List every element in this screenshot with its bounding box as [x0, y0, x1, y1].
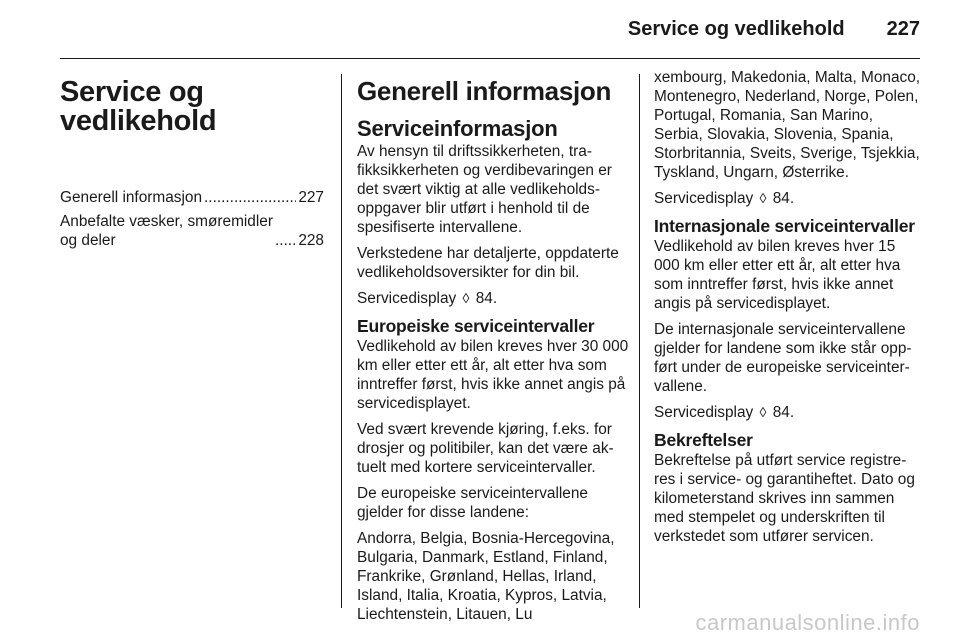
paragraph: Bekreftelse på utført service registreres i service- og garantiheftet. Dato og kilometerstand skrives inn sammen med stempelet og underskriften til verkstedet som utfører servicen. — [654, 452, 915, 545]
paragraph: De internasjonale serviceintervallene gjelder for landene som ikke står oppført under de europeiske serviceintervallene. — [654, 321, 912, 395]
cross-reference[interactable] — [654, 189, 922, 208]
page-reference-icon: ◊ — [759, 190, 767, 206]
paragraph: Av hensyn til driftssikkerheten, trafikksikkerheten og verdibevaringen er det svært viktig at alle vedlikeholdsoppgaver blir utført i henhold til de spesifiserte intervallene. — [357, 143, 612, 236]
page-reference-icon: ◊ — [759, 404, 767, 420]
toc-entry-label: Anbefalte væsker, smøremidler og deler — [60, 213, 273, 249]
toc-entry[interactable] — [60, 188, 324, 207]
toc-entry-page: 228 — [298, 232, 324, 249]
country-list-continued: xembourg, Makedonia, Malta, Monaco, Montenegro, Nederland, Norge, Polen, Portugal, Romania, San Marino, Serbia, Slovakia, Slovenia, Spania, Storbritannia, Sveits, Sverige, Tsjekkia, Tyskland, Ungarn, Østerrike. — [654, 69, 921, 181]
content-column-right — [654, 68, 922, 553]
reference-page: 84. — [772, 404, 795, 421]
country-list: Andorra, Belgia, Bosnia-Hercegovina, Bulgaria, Danmark, Estland, Finland, Frankrike, Grønland, Hellas, Irland, Island, Italia, Kroatia, Kypros, Latvia, Liechtenstein, Litauen, Lu — [357, 530, 615, 623]
paragraph: De europeiske serviceintervallene gjelder for disse landene: — [357, 485, 588, 521]
heading-serviceinformasjon: Serviceinformasjon — [357, 116, 558, 141]
paragraph: Vedlikehold av bilen kreves hver 30 000 km eller etter ett år, alt etter hva som inntreffer først, hvis ikke annet angis på servicedisplayet. — [357, 338, 629, 412]
content-column-left — [357, 68, 629, 631]
heading-confirmations: Bekreftelser — [654, 430, 753, 450]
chapter-title: Service og vedlikehold — [60, 76, 217, 137]
toc-entry-page: 227 — [298, 189, 324, 206]
paragraph: Ved svært krevende kjøring, f.eks. for drosjer og politibiler, kan det være aktuelt med kortere serviceintervaller. — [357, 421, 614, 476]
reference-text: Servicedisplay — [654, 190, 754, 207]
paragraph: Vedlikehold av bilen kreves hver 15 000 km eller etter ett år, alt etter hva som inntreffer først, hvis ikke annet angis på servicedisplayet. — [654, 238, 901, 312]
reference-text: Servicedisplay — [654, 404, 754, 421]
toc-leader-dots — [204, 188, 296, 207]
chapter-toc — [60, 188, 324, 250]
header-rule — [60, 58, 920, 59]
reference-page: 84. — [772, 190, 795, 207]
column-divider — [341, 74, 342, 608]
header-title: Service og vedlikehold — [627, 18, 845, 40]
page-reference-icon: ◊ — [462, 290, 470, 306]
cross-reference[interactable] — [357, 289, 629, 308]
page-number: 227 — [886, 18, 920, 40]
section-title: Generell informasjon — [357, 76, 612, 106]
toc-entry-label: Generell informasjon — [60, 189, 203, 206]
toc-entry[interactable] — [60, 212, 324, 250]
heading-european-intervals: Europeiske serviceintervaller — [357, 316, 595, 336]
page-header — [60, 18, 920, 48]
paragraph: Verkstedene har detaljerte, oppdaterte vedlikeholdsoversikter for din bil. — [357, 245, 619, 281]
reference-page: 84. — [475, 290, 498, 307]
column-divider — [639, 74, 640, 608]
reference-text: Servicedisplay — [357, 290, 457, 307]
watermark: carmanualsonline.info — [695, 610, 920, 635]
toc-leader-dots — [275, 231, 296, 250]
heading-international-intervals: Internasjonale serviceintervaller — [654, 216, 915, 236]
chapter-column — [60, 68, 324, 255]
cross-reference[interactable] — [654, 403, 922, 422]
